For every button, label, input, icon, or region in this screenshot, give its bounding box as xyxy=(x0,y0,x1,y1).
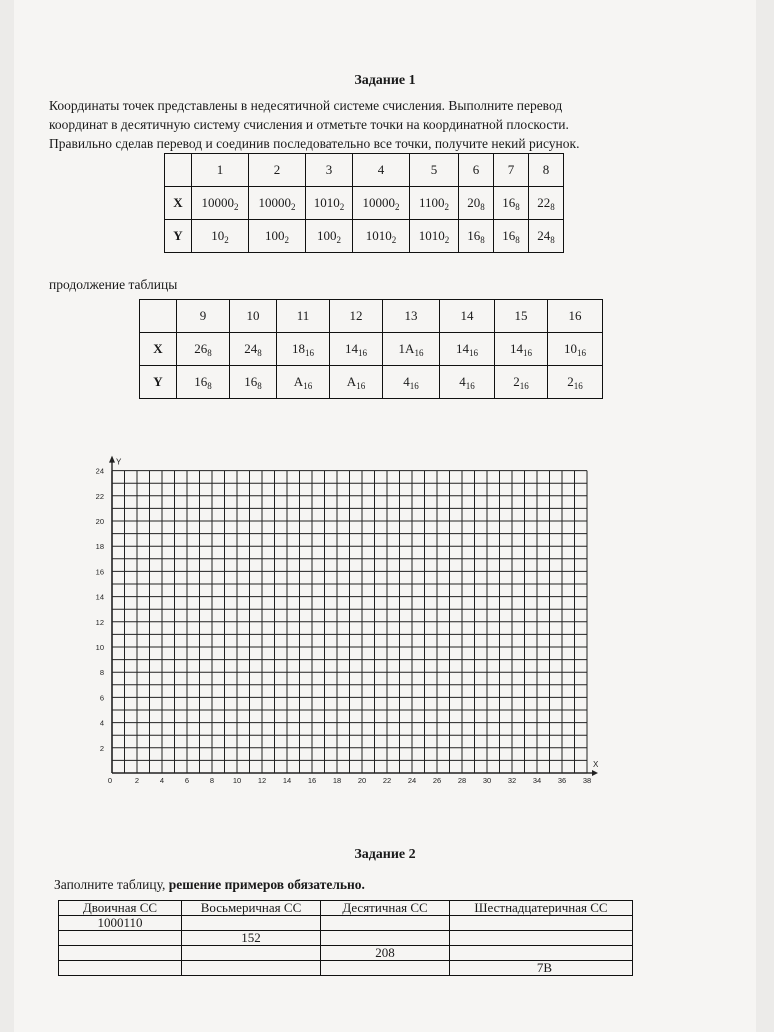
table2-x-label: X xyxy=(140,333,177,366)
table2-header-cell: 9 xyxy=(177,300,230,333)
conversion-cell[interactable] xyxy=(450,931,633,946)
conversion-cell[interactable]: 152 xyxy=(182,931,321,946)
conversion-cell[interactable] xyxy=(59,961,182,976)
x-axis-label: X xyxy=(593,760,599,769)
table1-header-cell: 1 xyxy=(192,154,249,187)
table1-x-cell: $20_8$ xyxy=(459,187,494,220)
conversion-cell[interactable] xyxy=(182,961,321,976)
coordinate-plane xyxy=(74,446,604,796)
table1-y-cell: $100_2$ xyxy=(306,220,353,253)
conversion-cell[interactable] xyxy=(321,961,450,976)
coordinates-table-1 xyxy=(164,153,564,253)
task2-instruction-text: Заполните таблицу, xyxy=(54,877,169,892)
table1-header-cell: 5 xyxy=(410,154,459,187)
table1-x-cell: $1100_2$ xyxy=(410,187,459,220)
table2-header-row xyxy=(140,300,603,333)
coordinate-grid xyxy=(74,446,604,796)
x-tick-label: 0 xyxy=(107,776,113,785)
task2-title: Задание 2 xyxy=(354,847,416,862)
y-tick-label: 12 xyxy=(95,617,104,627)
table2-corner-cell xyxy=(140,300,177,333)
conversion-cell[interactable]: 208 xyxy=(321,946,450,961)
conversion-cell[interactable]: 7B xyxy=(450,961,633,976)
table2-x-cell: $18_{16}$ xyxy=(277,333,330,366)
x-tick-label: 34 xyxy=(532,776,542,785)
table1-y-label: Y xyxy=(165,220,192,253)
y-tick-label: 10 xyxy=(95,643,104,652)
table1-header-row xyxy=(165,154,564,187)
conversion-cell[interactable] xyxy=(59,931,182,946)
table2-y-row xyxy=(140,366,603,399)
table1-header-cell: 3 xyxy=(306,154,353,187)
table2-y-cell: $2_{16}$ xyxy=(548,366,603,399)
y-tick-label: 8 xyxy=(99,668,104,678)
table1-header-cell: 7 xyxy=(494,154,529,187)
table1-y-row xyxy=(165,220,564,253)
conversion-cell[interactable] xyxy=(321,916,450,931)
table2-x-cell: $14_{16}$ xyxy=(495,333,548,366)
table2-y-cell: $16_8$ xyxy=(230,366,277,399)
conversion-row xyxy=(59,946,633,961)
table1-x-cell: $10000_2$ xyxy=(192,187,249,220)
table2-x-cell: $1A_{16}$ xyxy=(383,333,440,366)
x-tick-label: 10 xyxy=(232,776,242,785)
y-tick-label: 16 xyxy=(95,567,104,577)
worksheet-page xyxy=(14,0,756,1032)
x-tick-label: 20 xyxy=(357,776,367,785)
x-tick-label: 6 xyxy=(184,776,190,785)
y-axis-label: Y xyxy=(116,457,122,467)
conversion-header-row xyxy=(59,901,633,916)
x-tick-label: 26 xyxy=(432,776,442,785)
x-tick-label: 18 xyxy=(332,776,342,785)
table2-x-cell: $26_8$ xyxy=(177,333,230,366)
y-tick-label: 20 xyxy=(95,517,104,526)
table2-header-cell: 10 xyxy=(230,300,277,333)
x-tick-label: 32 xyxy=(507,776,517,785)
conversion-row xyxy=(59,916,633,931)
table2-y-cell: $A_{16}$ xyxy=(277,366,330,399)
x-tick-label: 38 xyxy=(582,776,592,785)
table1-x-cell: $1010_2$ xyxy=(306,187,353,220)
conversion-cell[interactable] xyxy=(59,946,182,961)
table2-x-cell: $10_{16}$ xyxy=(548,333,603,366)
task1-title: Задание 1 xyxy=(354,73,416,88)
table2-y-cell: $4_{16}$ xyxy=(383,366,440,399)
y-tick-label: 6 xyxy=(99,693,104,703)
task1-instructions xyxy=(49,96,669,153)
y-tick-label: 2 xyxy=(99,743,104,753)
table1-header-cell: 2 xyxy=(249,154,306,187)
table1-y-cell: $1010_2$ xyxy=(353,220,410,253)
x-tick-label: 30 xyxy=(482,776,492,785)
x-tick-label: 14 xyxy=(282,776,292,785)
table1-x-label: X xyxy=(165,187,192,220)
task1-text-line3: Правильно сделав перевод и соединив последовательно все точки, получите некий рисунок. xyxy=(49,136,580,151)
table1-x-row xyxy=(165,187,564,220)
table1-y-cell: $10_2$ xyxy=(192,220,249,253)
table2-header-cell: 11 xyxy=(277,300,330,333)
task2-instruction-bold: решение примеров обязательно. xyxy=(168,877,365,892)
coordinates-table-2 xyxy=(139,299,603,399)
x-tick-label: 4 xyxy=(159,776,165,785)
x-axis-arrow xyxy=(592,770,598,776)
table1-y-cell: $24_8$ xyxy=(529,220,564,253)
table1-corner-cell xyxy=(165,154,192,187)
x-tick-label: 12 xyxy=(257,776,267,785)
task1-text-line1: Координаты точек представлены в недесятичной системе счисления. Выполните перевод xyxy=(49,98,563,113)
table2-header-cell: 15 xyxy=(495,300,548,333)
table1-x-cell: $16_8$ xyxy=(494,187,529,220)
table2-header-cell: 13 xyxy=(383,300,440,333)
table1-header-cell: 8 xyxy=(529,154,564,187)
x-tick-label: 24 xyxy=(407,776,417,785)
y-tick-label: 4 xyxy=(99,718,104,728)
table2-x-cell: $24_8$ xyxy=(230,333,277,366)
table1-y-cell: $16_8$ xyxy=(494,220,529,253)
y-tick-label: 18 xyxy=(95,542,104,552)
conversion-cell[interactable] xyxy=(182,946,321,961)
table2-y-cell: $A_{16}$ xyxy=(330,366,383,399)
y-axis-arrow xyxy=(109,456,115,463)
table2-header-cell: 14 xyxy=(440,300,495,333)
conversion-cell[interactable] xyxy=(321,931,450,946)
task1-text-line2: координат в десятичную систему счисления и отметьте точки на координатной плоскости. xyxy=(49,117,569,132)
conversion-table xyxy=(58,900,633,976)
table2-y-cell: $4_{16}$ xyxy=(440,366,495,399)
y-tick-label: 22 xyxy=(95,491,104,501)
table1-x-cell: $22_8$ xyxy=(529,187,564,220)
table1-y-cell: $100_2$ xyxy=(249,220,306,253)
conversion-cell[interactable]: 1000110 xyxy=(59,916,182,931)
y-tick-label: 24 xyxy=(95,466,104,476)
table2-x-cell: $14_{16}$ xyxy=(440,333,495,366)
x-tick-label: 22 xyxy=(382,776,392,785)
conversion-cell[interactable] xyxy=(450,946,633,961)
conversion-header-decimal: Десятичная СС xyxy=(321,901,450,916)
conversion-header-binary: Двоичная СС xyxy=(59,901,182,916)
task2-instructions xyxy=(54,877,365,893)
x-tick-label: 16 xyxy=(307,776,317,785)
table2-y-label: Y xyxy=(140,366,177,399)
table1-header-cell: 6 xyxy=(459,154,494,187)
conversion-cell[interactable] xyxy=(450,916,633,931)
x-tick-label: 8 xyxy=(209,776,215,785)
conversion-row xyxy=(59,931,633,946)
table1-header-cell: 4 xyxy=(353,154,410,187)
table-continuation-label: продолжение таблицы xyxy=(49,277,178,292)
table1-x-cell: $10000_2$ xyxy=(249,187,306,220)
conversion-header-hex: Шестнадцатеричная СС xyxy=(450,901,633,916)
table2-header-cell: 12 xyxy=(330,300,383,333)
conversion-header-octal: Восьмеричная СС xyxy=(182,901,321,916)
x-tick-label: 36 xyxy=(557,776,567,785)
x-tick-label: 28 xyxy=(457,776,467,785)
table1-y-cell: $16_8$ xyxy=(459,220,494,253)
table1-y-cell: $1010_2$ xyxy=(410,220,459,253)
conversion-row xyxy=(59,961,633,976)
y-tick-label: 14 xyxy=(95,592,104,602)
table2-y-cell: $16_8$ xyxy=(177,366,230,399)
conversion-cell[interactable] xyxy=(182,916,321,931)
table2-header-cell: 16 xyxy=(548,300,603,333)
x-tick-label: 2 xyxy=(134,776,140,785)
table2-y-cell: $2_{16}$ xyxy=(495,366,548,399)
table2-x-cell: $14_{16}$ xyxy=(330,333,383,366)
table1-x-cell: $10000_2$ xyxy=(353,187,410,220)
table2-x-row xyxy=(140,333,603,366)
